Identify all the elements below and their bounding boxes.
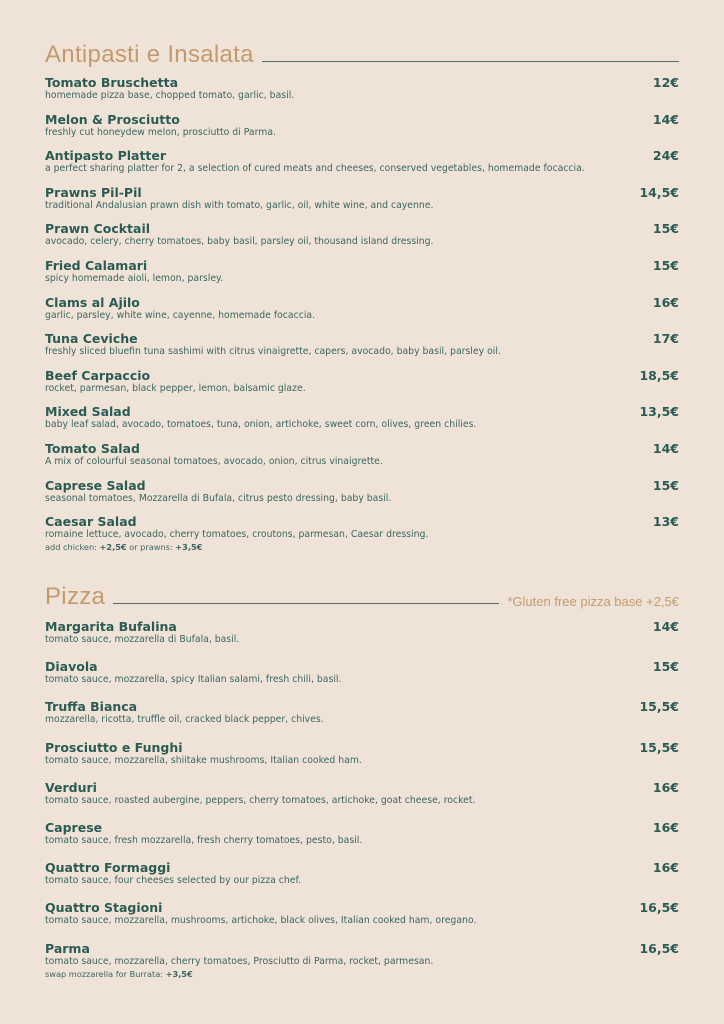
- item-name: Clams al Ajilo: [45, 294, 140, 310]
- item-description: tomato sauce, roasted aubergine, peppers, cherry tomatoes, artichoke, goat cheese, rocket.: [45, 794, 476, 806]
- menu-item: [45, 404, 679, 441]
- item-name: Prawns Pil-Pil: [45, 184, 142, 200]
- item-description: freshly cut honeydew melon, prosciutto di Parma.: [45, 126, 276, 138]
- antipasti-header: [45, 42, 679, 68]
- item-description: mozzarella, ricotta, truffle oil, cracked black pepper, chives.: [45, 714, 324, 726]
- item-price: 15,5€: [639, 739, 679, 755]
- item-description: tomato sauce, mozzarella, cherry tomatoes, Prosciutto di Parma, rocket, parmesan.: [45, 955, 434, 967]
- pizza-header: [45, 584, 679, 610]
- item-description: freshly sliced bluefin tuna sashimi with citrus vinaigrette, capers, avocado, baby basil, parsley oil.: [45, 346, 501, 358]
- menu-item: [45, 514, 679, 551]
- item-description: A mix of colourful seasonal tomatoes, avocado, onion, citrus vinaigrette.: [45, 455, 383, 467]
- item-price: 15€: [652, 257, 679, 273]
- menu-item: [45, 860, 679, 900]
- item-price: 15€: [652, 659, 679, 675]
- item-name: Parma: [45, 940, 90, 956]
- item-description: baby leaf salad, avocado, tomatoes, tuna, onion, artichoke, sweet corn, olives, green chilies.: [45, 419, 477, 431]
- item-name: Mixed Salad: [45, 404, 131, 420]
- item-description: traditional Andalusian prawn dish with tomato, garlic, oil, white wine, and cayenne.: [45, 199, 434, 211]
- item-price: 16,5€: [639, 900, 679, 916]
- item-description: tomato sauce, mozzarella, shiitake mushrooms, Italian cooked ham.: [45, 754, 362, 766]
- item-description: spicy homemade aioli, lemon, parsley.: [45, 272, 224, 284]
- menu-item: [45, 619, 679, 659]
- item-name: Antipasto Platter: [45, 148, 167, 164]
- addon-text: or prawns:: [126, 542, 176, 553]
- menu-item: [45, 820, 679, 860]
- item-description: a perfect sharing platter for 2, a selection of cured meats and cheeses, conserved vegetables, homemade focaccia.: [45, 163, 585, 175]
- menu-item: [45, 478, 679, 515]
- item-price: 14€: [652, 440, 679, 456]
- addon-text: +2,5€: [99, 542, 127, 553]
- pizza-list: [45, 619, 679, 981]
- item-name: Prawn Cocktail: [45, 221, 151, 237]
- addon-text: add chicken:: [45, 542, 100, 553]
- menu-item: [45, 258, 679, 295]
- item-description: tomato sauce, mozzarella di Bufala, basil.: [45, 634, 240, 645]
- menu-item: [45, 699, 679, 739]
- section-title: Antipasti e Insalata: [45, 41, 254, 68]
- item-price: 16€: [652, 294, 679, 310]
- item-description: garlic, parsley, white wine, cayenne, homemade focaccia.: [45, 309, 316, 321]
- menu-item: [45, 75, 679, 112]
- item-price: 15,5€: [639, 699, 679, 715]
- item-description: tomato sauce, four cheeses selected by our pizza chef.: [45, 875, 302, 887]
- item-name: Caprese Salad: [45, 477, 146, 493]
- item-name: Tomato Salad: [45, 440, 140, 456]
- item-name: Caesar Salad: [45, 514, 137, 530]
- addon-text: +3,5€: [175, 542, 203, 553]
- item-addon: [45, 541, 679, 553]
- item-price: 14€: [652, 619, 679, 634]
- menu-item: [45, 368, 679, 405]
- item-description: tomato sauce, mozzarella, mushrooms, artichoke, black olives, Italian cooked ham, oregano.: [45, 915, 477, 927]
- item-name: Tuna Ceviche: [45, 331, 138, 347]
- item-price: 14€: [652, 111, 679, 127]
- item-name: Melon & Prosciutto: [45, 111, 180, 127]
- menu-item: [45, 941, 679, 981]
- item-name: Quattro Formaggi: [45, 860, 171, 876]
- divider: [262, 61, 679, 62]
- item-price: 17€: [652, 331, 679, 347]
- item-price: 24€: [652, 148, 679, 164]
- item-name: Verduri: [45, 779, 97, 795]
- item-price: 16€: [652, 860, 679, 876]
- item-description: romaine lettuce, avocado, cherry tomatoes, croutons, parmesan, Caesar dressing.: [45, 529, 429, 541]
- item-name: Beef Carpaccio: [45, 367, 151, 383]
- item-name: Fried Calamari: [45, 257, 148, 273]
- item-description: homemade pizza base, chopped tomato, garlic, basil.: [45, 90, 295, 101]
- item-price: 14,5€: [639, 184, 679, 200]
- item-price: 12€: [652, 75, 679, 90]
- item-price: 13€: [652, 514, 679, 530]
- section-title: Pizza: [45, 583, 106, 610]
- menu-item: [45, 185, 679, 222]
- item-name: Truffa Bianca: [45, 699, 138, 715]
- item-price: 15€: [652, 477, 679, 493]
- menu-item: [45, 148, 679, 185]
- menu-item: [45, 112, 679, 149]
- gluten-free-note: *Gluten free pizza base +2,5€: [507, 594, 679, 609]
- menu-item: [45, 659, 679, 699]
- item-description: tomato sauce, fresh mozzarella, fresh cherry tomatoes, pesto, basil.: [45, 834, 363, 846]
- item-price: 13,5€: [639, 404, 679, 420]
- menu-item: [45, 740, 679, 780]
- item-addon: [45, 968, 679, 980]
- addon-text: +3,5€: [165, 968, 193, 979]
- item-price: 16€: [652, 779, 679, 795]
- item-name: Quattro Stagioni: [45, 900, 163, 916]
- item-description: seasonal tomatoes, Mozzarella di Bufala, citrus pesto dressing, baby basil.: [45, 492, 392, 504]
- item-price: 15€: [652, 221, 679, 237]
- item-price: 18,5€: [639, 367, 679, 383]
- menu-item: [45, 441, 679, 478]
- item-description: tomato sauce, mozzarella, spicy Italian salami, fresh chili, basil.: [45, 674, 342, 686]
- item-description: avocado, celery, cherry tomatoes, baby basil, parsley oil, thousand island dressing.: [45, 236, 434, 248]
- item-name: Tomato Bruschetta: [45, 75, 179, 90]
- item-name: Prosciutto e Funghi: [45, 739, 183, 755]
- item-name: Caprese: [45, 819, 103, 835]
- menu-item: [45, 295, 679, 332]
- menu-item: [45, 331, 679, 368]
- menu-item: [45, 900, 679, 940]
- divider: [113, 603, 499, 604]
- addon-text: swap mozzarella for Burrata:: [45, 968, 166, 979]
- menu-item: [45, 221, 679, 258]
- item-price: 16€: [652, 819, 679, 835]
- item-price: 16,5€: [639, 940, 679, 956]
- antipasti-list: [45, 75, 679, 551]
- item-description: rocket, parmesan, black pepper, lemon, balsamic glaze.: [45, 382, 306, 394]
- menu-item: [45, 780, 679, 820]
- item-name: Margarita Bufalina: [45, 619, 177, 634]
- item-name: Diavola: [45, 659, 98, 675]
